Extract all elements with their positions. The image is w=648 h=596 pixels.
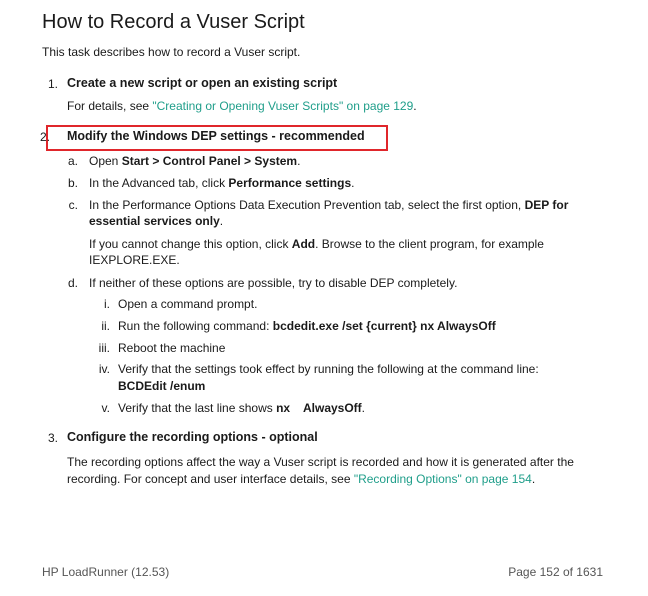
substep-d-text: If neither of these options are possible, try to disable DEP completely. xyxy=(89,276,458,290)
roman-ii-prefix: Run the following command: xyxy=(118,319,273,333)
roman-v-suffix: . xyxy=(361,401,366,415)
step-1-heading: Create a new script or open an existing script xyxy=(67,76,338,90)
substep-c-note-line2: IEXPLORE.EXE. xyxy=(89,253,180,267)
roman-iv-text: Verify that the settings took effect by running the following at the command line: xyxy=(118,362,539,376)
substep-a-bold: Start > Control Panel > System xyxy=(121,154,298,168)
substep-a-suffix: . xyxy=(297,154,301,168)
step-1-detail-suffix: . xyxy=(413,99,417,113)
intro-text: This task describes how to record a Vuser script. xyxy=(42,45,301,59)
roman-ii-marker: ii. xyxy=(101,319,110,333)
step-3-heading: Configure the recording options - optional xyxy=(67,430,318,444)
substep-c-marker: c. xyxy=(68,198,78,212)
roman-v-prefix: Verify that the last line shows xyxy=(118,401,277,415)
substep-c-text xyxy=(89,198,568,212)
step-2-number: 2. xyxy=(39,130,50,144)
roman-v-text xyxy=(118,401,365,415)
step-1-link[interactable]: "Creating or Opening Vuser Scripts" on page 129 xyxy=(152,99,414,113)
substep-c-bold: DEP for xyxy=(524,198,569,212)
roman-i-marker: i. xyxy=(104,297,110,311)
roman-iii-marker: iii. xyxy=(98,341,110,355)
substep-b-marker: b. xyxy=(67,176,78,190)
step-3-line1: The recording options affect the way a Vuser script is recorded and how it is generated after the xyxy=(67,455,574,469)
roman-v-bold: nx AlwaysOff xyxy=(276,401,362,415)
roman-iv-command xyxy=(118,379,205,393)
substep-d-marker: d. xyxy=(67,276,78,290)
step-3-number: 3. xyxy=(47,431,58,445)
substep-c-note-prefix: If you cannot change this option, click xyxy=(89,237,292,251)
page-title: How to Record a Vuser Script xyxy=(42,11,305,33)
substep-b-prefix: In the Advanced tab, click xyxy=(89,176,229,190)
substep-c-note-bold: Add xyxy=(291,237,316,251)
substep-a-text xyxy=(89,154,300,168)
step-3-line2 xyxy=(67,472,535,486)
footer-page-number: Page 152 of 1631 xyxy=(508,565,603,579)
substep-b-bold: Performance settings xyxy=(228,176,352,190)
roman-iv-command-bold: BCDEdit /enum xyxy=(118,379,206,393)
substep-c-suffix: . xyxy=(219,214,224,228)
step-1-detail xyxy=(67,99,417,113)
step-3-line2-prefix: recording. For concept and user interface details, see xyxy=(67,472,354,486)
substep-a-prefix: Open xyxy=(89,154,122,168)
substep-c-bold2: essential services only xyxy=(89,214,220,228)
roman-iv-marker: iv. xyxy=(98,362,110,376)
step-1-detail-prefix: For details, see xyxy=(67,99,153,113)
step-3-link[interactable]: "Recording Options" on page 154 xyxy=(353,472,532,486)
roman-ii-command: bcdedit.exe /set {current} nx AlwaysOff xyxy=(272,319,496,333)
step-3-line2-suffix: . xyxy=(531,472,536,486)
roman-ii-text xyxy=(118,319,496,333)
roman-iii-text: Reboot the machine xyxy=(118,341,226,355)
roman-i-text: Open a command prompt. xyxy=(118,297,258,311)
substep-c-note xyxy=(89,237,544,251)
substep-b-text xyxy=(89,176,354,190)
roman-v-marker: v. xyxy=(101,401,110,415)
substep-c-text-line2 xyxy=(89,214,223,228)
footer-product: HP LoadRunner (12.53) xyxy=(42,565,170,579)
substep-c-note-suffix: . Browse to the client program, for example xyxy=(315,237,544,251)
substep-a-marker: a. xyxy=(67,154,78,168)
substep-b-suffix: . xyxy=(351,176,355,190)
step-1-number: 1. xyxy=(47,77,58,91)
substep-c-prefix: In the Performance Options Data Execution Prevention tab, select the first option, xyxy=(89,198,525,212)
step-2-heading: Modify the Windows DEP settings - recommended xyxy=(67,129,365,143)
